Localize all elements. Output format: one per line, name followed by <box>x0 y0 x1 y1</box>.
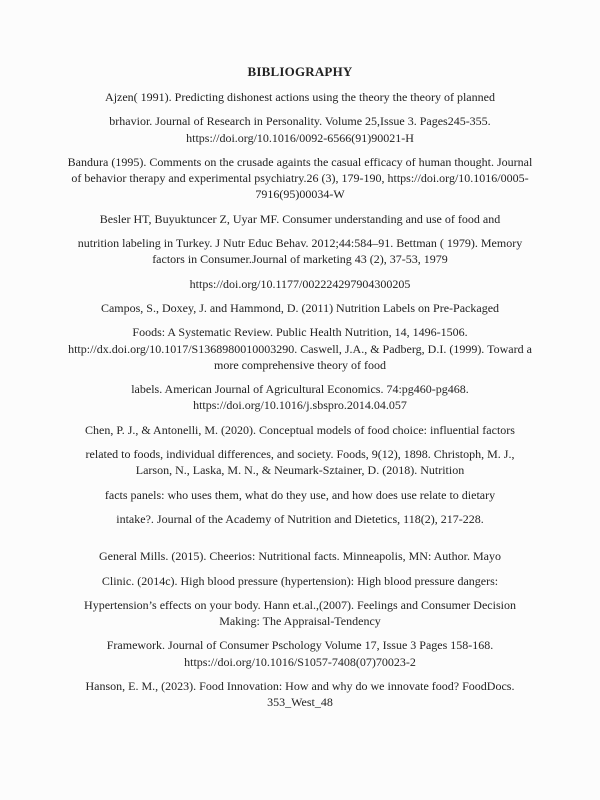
bib-entry-ajzen-continued <box>66 113 534 146</box>
bib-entry-hanson <box>66 678 534 711</box>
bib-line: Campos, S., Doxey, J. and Hammond, D. (2011) Nutrition Labels on Pre-Packaged <box>100 300 500 315</box>
bib-line-doi: https://doi.org/10.1016/S1057-7408(07)70023-2 <box>184 654 416 669</box>
bib-entry-chen-christoph <box>66 446 534 479</box>
bibliography-heading: BIBLIOGRAPHY <box>247 64 353 79</box>
bib-line-doi: https://doi.org/10.1016/j.sbspro.2014.04.057 <box>193 398 407 413</box>
bib-entry-mayo-clinic <box>66 573 534 589</box>
bib-line-doi: 7916(95)00034-W <box>255 187 345 202</box>
bib-entry-besler <box>66 211 534 227</box>
bib-entry-hann <box>66 597 534 630</box>
bib-entry-caswell-continued <box>66 381 534 414</box>
bib-line: Bandura (1995). Comments on the crusade againts the casual efficacy of human thought. Journal <box>67 154 533 169</box>
bib-entry-campos <box>66 300 534 316</box>
bib-line: Besler HT, Buyuktuncer Z, Uyar MF. Consumer understanding and use of food and <box>99 211 501 226</box>
bib-line: factors in Consumer.Journal of marketing 43 (2), 37-53, 1979 <box>152 252 448 267</box>
bib-line: facts panels: who uses them, what do they use, and how does use relate to dietary <box>104 487 496 502</box>
bib-entry-ajzen <box>66 89 534 105</box>
bib-line: http://dx.doi.org/10.1017/S1368980010003290. Caswell, J.A., & Padberg, D.I. (1999). Toward a <box>68 341 532 356</box>
bib-entry-bandura <box>66 154 534 203</box>
bib-line: more comprehensive theory of food <box>214 357 386 372</box>
bib-entry-christoph-end <box>66 511 534 527</box>
bib-line: Clinic. (2014c). High blood pressure (hypertension): High blood pressure dangers: <box>101 573 499 588</box>
bib-entry-hann-continued <box>66 637 534 670</box>
bib-entry-chen <box>66 422 534 438</box>
bib-line: intake?. Journal of the Academy of Nutrition and Dietetics, 118(2), 217-228. <box>116 511 484 526</box>
bib-line: General Mills. (2015). Cheerios: Nutritional facts. Minneapolis, MN: Author. Mayo <box>99 549 501 564</box>
bib-line: Hanson, E. M., (2023). Food Innovation: How and why do we innovate food? FoodDocs. <box>85 679 515 694</box>
bib-entry-bettman-doi <box>66 276 534 292</box>
bib-line: related to foods, individual differences, and society. Foods, 9(12), 1898. Christoph, M. J., <box>85 447 515 462</box>
bib-line: Ajzen( 1991). Predicting dishonest actions using the theory the theory of planned <box>105 90 495 104</box>
bib-line-doi: https://doi.org/10.1177/002224297904300205 <box>189 276 411 291</box>
page-id-line: 353_West_48 <box>267 695 333 710</box>
bib-line: Chen, P. J., & Antonelli, M. (2020). Conceptual models of food choice: influential factors <box>85 422 515 437</box>
bib-line: Foods: A Systematic Review. Public Health Nutrition, 14, 1496-1506. <box>132 325 468 340</box>
bib-line: of behavior therapy and experimental psychiatry.26 (3), 179-190, https://doi.org/10.1016/0005- <box>71 171 529 186</box>
bib-line: Making: The Appraisal-Tendency <box>219 614 381 629</box>
bib-entry-christoph-continued <box>66 487 534 503</box>
bib-line: Framework. Journal of Consumer Pschology Volume 17, Issue 3 Pages 158-168. <box>106 638 494 653</box>
bib-line: Hypertension’s effects on your body. Hann et.al.,(2007). Feelings and Consumer Decision <box>84 597 516 612</box>
bib-entry-besler-continued <box>66 235 534 268</box>
bib-line: brhavior. Journal of Research in Personality. Volume 25,Issue 3. Pages245-355. <box>109 114 491 129</box>
bib-entry-campos-caswell <box>66 324 534 373</box>
bib-line: Larson, N., Laska, M. N., & Neumark-Sztainer, D. (2018). Nutrition <box>135 463 465 478</box>
bib-line-doi: https://doi.org/10.1016/0092-6566(91)90021-H <box>186 130 414 145</box>
bib-line: labels. American Journal of Agricultural Economics. 74:pg460-pg468. <box>131 382 469 397</box>
bib-entry-general-mills <box>66 548 534 564</box>
bib-line: nutrition labeling in Turkey. J Nutr Educ Behav. 2012;44:584–91. Bettman ( 1979). Memory <box>77 236 523 251</box>
